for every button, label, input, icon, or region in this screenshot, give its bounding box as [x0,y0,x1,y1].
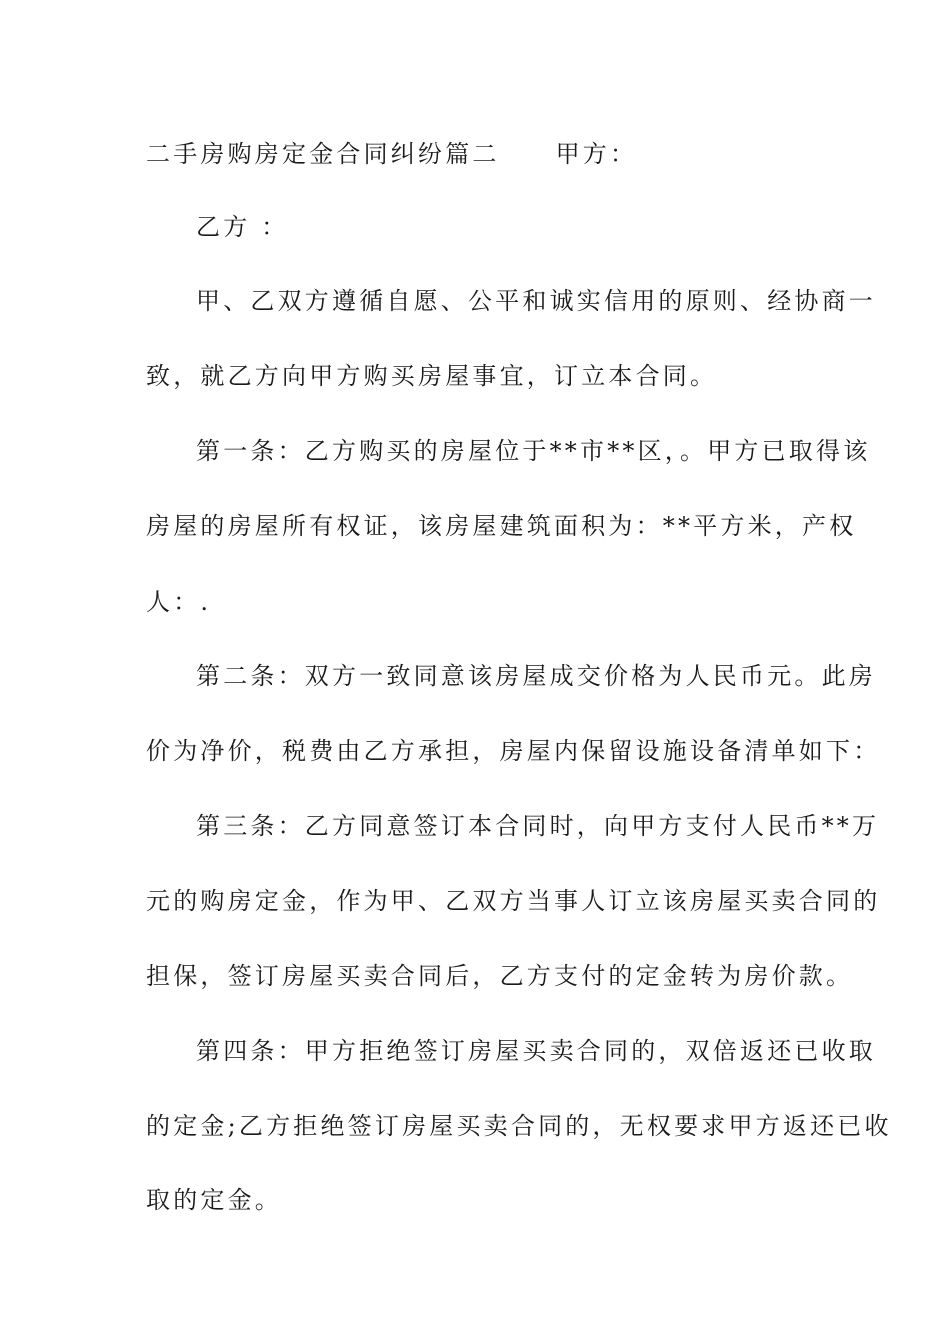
article-2-line-1: 第二条：双方一致同意该房屋成交价格为人民币元。此房 [196,662,876,690]
article-4-line-3: 取的定金。 [146,1186,282,1214]
party-b-label: 乙方 ： [196,213,289,241]
document-title: 二手房购房定金合同纠纷篇二 [146,140,500,168]
article-4-line-2: 的定金;乙方拒绝签订房屋买卖合同的，无权要求甲方返还已收 [146,1112,892,1140]
article-3-line-1: 第三条：乙方同意签订本合同时，向甲方支付人民币**万 [196,812,880,840]
preamble-line-1: 甲、乙双方遵循自愿、公平和诚实信用的原则、经协商一 [196,287,876,315]
heading-line [146,139,826,169]
article-3-line-2: 元的购房定金，作为甲、乙双方当事人订立该房屋买卖合同的 [146,887,881,915]
preamble-line-2: 致，就乙方向甲方购买房屋事宜，订立本合同。 [146,362,718,390]
article-2-line-2: 价为净价，税费由乙方承担，房屋内保留设施设备清单如下： [146,737,881,765]
party-a-label: 甲方： [555,140,638,168]
article-1-line-3: 人：. [146,588,212,616]
article-3-line-3: 担保，签订房屋买卖合同后，乙方支付的定金转为房价款。 [146,962,854,990]
article-1-line-2: 房屋的房屋所有权证，该房屋建筑面积为：**平方米，产权 [146,512,857,540]
article-1-line-1: 第一条：乙方购买的房屋位于**市**区，。甲方已取得该 [196,437,871,465]
article-4-line-1: 第四条：甲方拒绝签订房屋买卖合同的，双倍返还已收取 [196,1037,876,1065]
